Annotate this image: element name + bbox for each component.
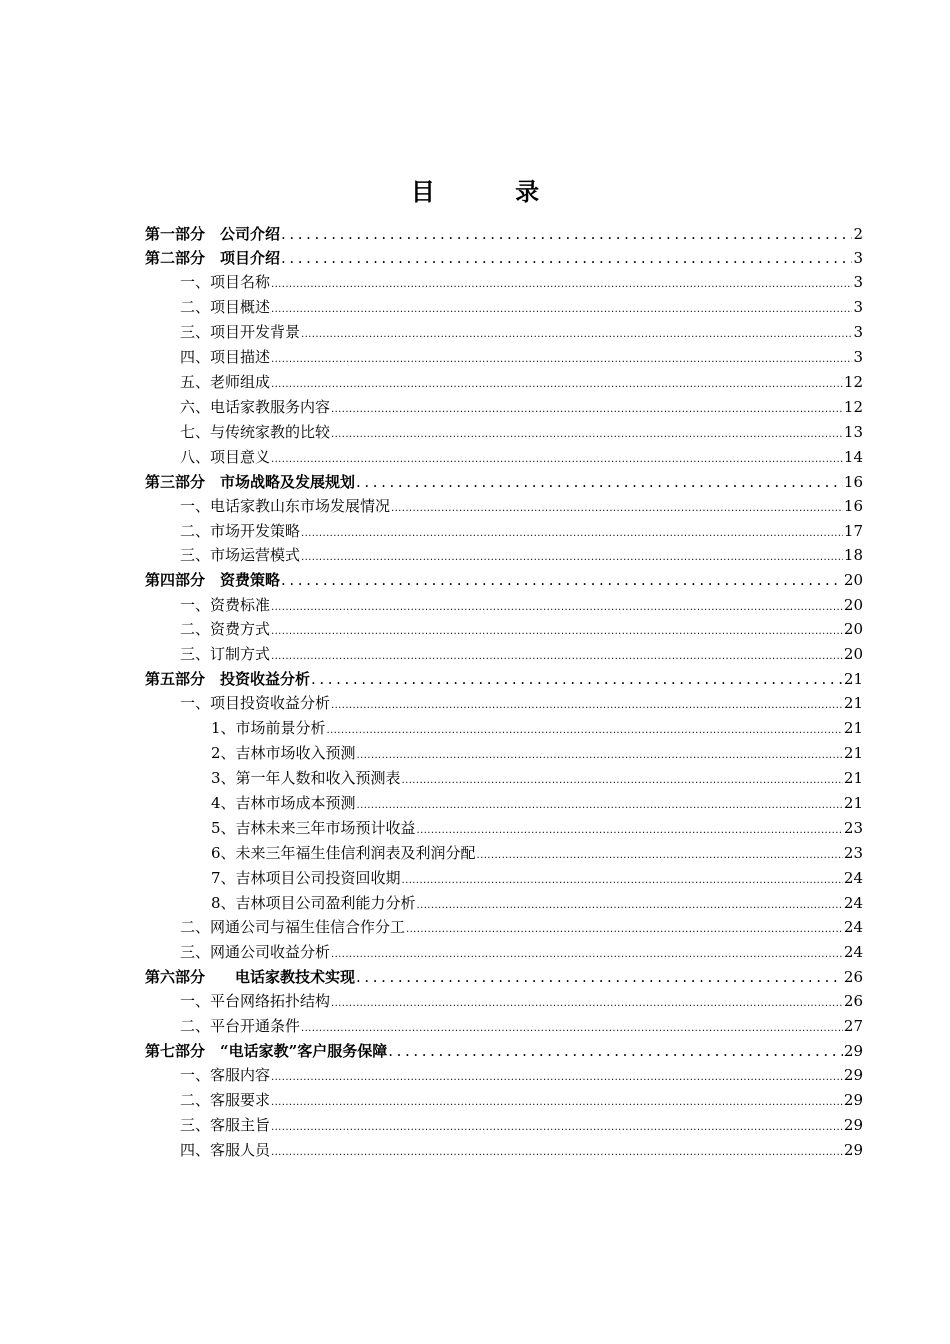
toc-entry-page-number: 12	[843, 397, 863, 416]
toc-entry-page-number: 12	[843, 372, 863, 391]
toc-entry-label: 一、平台网络拓扑结构	[180, 992, 331, 1011]
toc-entry-label: 四、项目描述	[180, 348, 271, 367]
toc-entry-label: 2、吉林市场收入预测	[211, 744, 356, 763]
toc-entry-page-number: 21	[843, 694, 863, 713]
toc-section-entry[interactable]	[145, 691, 863, 716]
toc-entry-page-number: 24	[843, 893, 863, 912]
toc-entry-page-number: 21	[843, 670, 863, 689]
toc-entry-label: 8、吉林项目公司盈利能力分析	[211, 893, 416, 912]
toc-entry-label: 一、客服内容	[180, 1066, 271, 1085]
toc-section-entry[interactable]	[145, 445, 863, 470]
toc-entry-page-number: 26	[843, 992, 863, 1011]
toc-entry-label: 六、电话家教服务内容	[180, 397, 331, 416]
toc-section-entry[interactable]	[145, 320, 863, 345]
toc-title: 目 录	[410, 177, 576, 206]
toc-part-entry[interactable]	[145, 667, 863, 691]
toc-entry-label: 三、市场运营模式	[180, 546, 301, 565]
toc-section-entry[interactable]	[145, 866, 863, 891]
toc-section-entry[interactable]	[145, 716, 863, 741]
toc-leader-dots	[356, 965, 843, 989]
toc-leader-dots	[281, 246, 852, 270]
toc-section-entry[interactable]	[145, 345, 863, 370]
toc-entry-label: 第七部分 “电话家教”客户服务保障	[145, 1042, 388, 1061]
toc-entry-label: 3、第一年人数和收入预测表	[211, 769, 401, 788]
toc-entry-page-number: 26	[843, 968, 863, 987]
toc-section-entry[interactable]	[145, 1138, 863, 1163]
toc-entry-page-number: 29	[843, 1091, 863, 1110]
toc-entry-page-number: 27	[843, 1017, 863, 1036]
toc-section-entry[interactable]	[145, 370, 863, 395]
toc-entry-label: 七、与传统家教的比较	[180, 422, 331, 441]
toc-entry-page-number: 21	[843, 769, 863, 788]
toc-entry-label: 三、项目开发背景	[180, 323, 301, 342]
toc-section-entry[interactable]	[145, 741, 863, 766]
toc-entry-page-number: 20	[843, 645, 863, 664]
toc-entry-page-number: 3	[853, 323, 863, 342]
toc-entry-label: 二、市场开发策略	[180, 521, 301, 540]
toc-entry-page-number: 3	[853, 298, 863, 317]
toc-entry-label: 二、客服要求	[180, 1091, 271, 1110]
toc-leader-dots	[356, 470, 843, 494]
toc-entry-label: 4、吉林市场成本预测	[211, 793, 356, 812]
toc-leader-dots	[271, 1141, 843, 1166]
toc-section-entry[interactable]	[145, 841, 863, 866]
toc-part-entry[interactable]	[145, 1039, 863, 1063]
toc-entry-page-number: 2	[853, 225, 863, 243]
toc-entry-label: 四、客服人员	[180, 1141, 271, 1160]
toc-entry-page-number: 21	[843, 719, 863, 738]
toc-entry-page-number: 20	[843, 595, 863, 614]
toc-entry-label: 第五部分 投资收益分析	[145, 670, 311, 689]
toc-part-entry[interactable]	[145, 246, 863, 270]
toc-part-entry[interactable]	[145, 222, 863, 246]
toc-entry-page-number: 20	[843, 620, 863, 639]
toc-entry-label: 一、项目投资收益分析	[180, 694, 331, 713]
toc-entry-label: 第六部分 电话家教技术实现	[145, 968, 356, 987]
toc-part-entry[interactable]	[145, 965, 863, 989]
toc-entry-page-number: 16	[843, 496, 863, 515]
toc-entry-label: 三、订制方式	[180, 645, 271, 664]
toc-entry-page-number: 18	[843, 546, 863, 565]
toc-part-entry[interactable]	[145, 470, 863, 494]
toc-entry-page-number: 3	[853, 249, 863, 268]
toc-section-entry[interactable]	[145, 915, 863, 940]
toc-section-entry[interactable]	[145, 766, 863, 791]
toc-entry-label: 二、网通公司与福生佳信合作分工	[180, 918, 406, 937]
toc-section-entry[interactable]	[145, 1014, 863, 1039]
toc-section-entry[interactable]	[145, 494, 863, 519]
table-of-contents	[145, 222, 863, 1163]
toc-entry-label: 一、电话家教山东市场发展情况	[180, 496, 391, 515]
toc-section-entry[interactable]	[145, 891, 863, 916]
toc-section-entry[interactable]	[145, 617, 863, 642]
toc-entry-page-number: 29	[843, 1066, 863, 1085]
toc-entry-label: 第四部分 资费策略	[145, 571, 281, 590]
toc-leader-dots	[388, 1039, 843, 1063]
toc-leader-dots	[281, 222, 852, 246]
toc-entry-label: 5、吉林未来三年市场预计收益	[211, 818, 416, 837]
toc-entry-page-number: 23	[843, 818, 863, 837]
toc-entry-label: 第一部分 公司介绍	[145, 225, 281, 243]
toc-section-entry[interactable]	[145, 519, 863, 544]
toc-entry-page-number: 24	[843, 943, 863, 962]
toc-entry-page-number: 24	[843, 918, 863, 937]
toc-section-entry[interactable]	[145, 791, 863, 816]
toc-entry-label: 二、平台开通条件	[180, 1017, 301, 1036]
toc-entry-page-number: 29	[843, 1042, 863, 1061]
toc-section-entry[interactable]	[145, 1113, 863, 1138]
toc-section-entry[interactable]	[145, 989, 863, 1014]
toc-entry-label: 二、项目概述	[180, 298, 271, 317]
toc-entry-page-number: 16	[843, 472, 863, 491]
toc-entry-page-number: 29	[843, 1116, 863, 1135]
toc-entry-page-number: 3	[853, 273, 863, 292]
toc-section-entry[interactable]	[145, 420, 863, 445]
toc-entry-label: 第三部分 市场战略及发展规划	[145, 472, 356, 491]
toc-entry-page-number: 20	[843, 571, 863, 590]
toc-entry-label: 一、项目名称	[180, 273, 271, 292]
toc-entry-label: 五、老师组成	[180, 372, 271, 391]
toc-entry-label: 第二部分 项目介绍	[145, 249, 281, 268]
toc-entry-page-number: 17	[843, 521, 863, 540]
toc-entry-label: 6、未来三年福生佳信利润表及利润分配	[211, 843, 476, 862]
toc-section-entry[interactable]	[145, 593, 863, 618]
toc-entry-page-number: 24	[843, 868, 863, 887]
toc-entry-label: 1、市场前景分析	[211, 719, 326, 738]
toc-entry-label: 7、吉林项目公司投资回收期	[211, 868, 401, 887]
toc-section-entry[interactable]	[145, 642, 863, 667]
toc-leader-dots	[311, 667, 843, 691]
toc-entry-page-number: 14	[843, 447, 863, 466]
toc-part-entry[interactable]	[145, 568, 863, 592]
toc-entry-page-number: 23	[843, 843, 863, 862]
toc-entry-label: 八、项目意义	[180, 447, 271, 466]
toc-section-entry[interactable]	[145, 543, 863, 568]
toc-section-entry[interactable]	[145, 395, 863, 420]
toc-entry-page-number: 13	[843, 422, 863, 441]
toc-section-entry[interactable]	[145, 816, 863, 841]
toc-section-entry[interactable]	[145, 295, 863, 320]
toc-entry-label: 一、资费标准	[180, 595, 271, 614]
toc-entry-page-number: 3	[853, 348, 863, 367]
toc-leader-dots	[281, 568, 843, 592]
toc-section-entry[interactable]	[145, 1063, 863, 1088]
toc-entry-page-number: 29	[843, 1141, 863, 1160]
toc-entry-page-number: 21	[843, 744, 863, 763]
toc-entry-label: 二、资费方式	[180, 620, 271, 639]
toc-section-entry[interactable]	[145, 270, 863, 295]
toc-section-entry[interactable]	[145, 1088, 863, 1113]
toc-section-entry[interactable]	[145, 940, 863, 965]
toc-entry-page-number: 21	[843, 793, 863, 812]
toc-entry-label: 三、网通公司收益分析	[180, 943, 331, 962]
toc-entry-label: 三、客服主旨	[180, 1116, 271, 1135]
